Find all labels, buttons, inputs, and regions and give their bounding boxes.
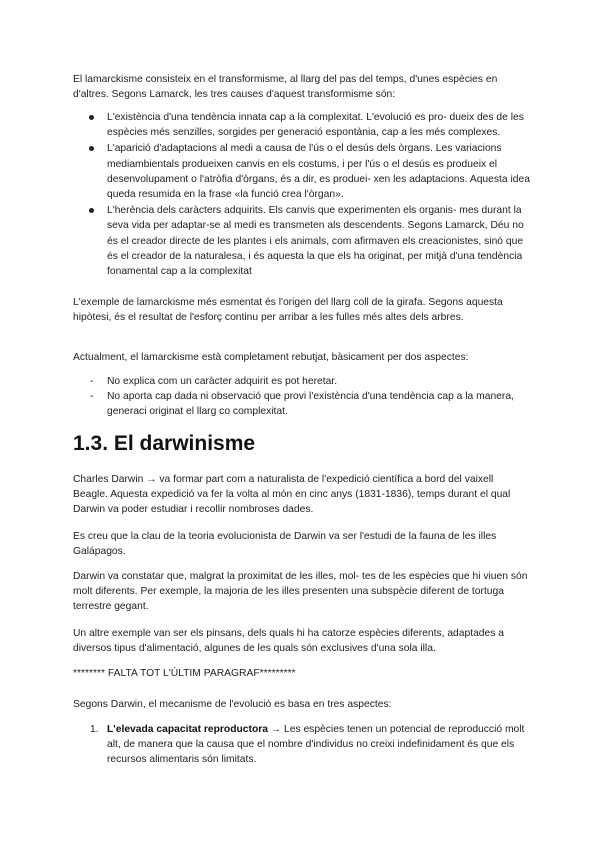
list-item-text: No aporta cap dada ni observació que provi l'existència d'una tendència cap a la manera, generaci originat el llarg co complexitat. — [107, 391, 514, 418]
bullet-icon — [89, 146, 94, 151]
lamarckism-intro-paragraph: El lamarckisme consisteix en el transformisme, al llarg del pas del temps, d'unes espècies en d'altres. Segons Lamarck, les tres causes d'aquest transformisme són: — [73, 74, 498, 101]
finches-paragraph: Un altre exemple van ser els pinsans, dels quals hi ha catorze espècies diferents, adaptades a diversos tipus d'alimentació, algunes de les quals són exclusives d'una sola illa. — [73, 628, 505, 655]
list-item — [73, 722, 533, 768]
list-item-text: No explica com un caràcter adquirit es pot heretar. — [107, 376, 338, 387]
list-item-title: L'elevada capacitat reproductora → — [107, 724, 282, 735]
dash-marker: - — [90, 376, 94, 387]
rejected-intro-paragraph: Actualment, el lamarckisme està completament rebutjat, bàsicament per dos aspectes: — [73, 352, 469, 363]
section-heading: 1.3. El darwinisme — [73, 432, 256, 455]
list-item-text: Les espècies tenen un potencial de reproducció molt alt, de manera que la causa que el nombre d'individus no creixi indefinidament és que els recursos alimentaris són limitats. — [107, 724, 525, 766]
list-item-text: L'existència d'una tendència innata cap a la complexitat. L'evolució es pro- dueix des de les espècies més senzilles, sorgides per generació espontània, cap a les més complexes. — [107, 112, 524, 139]
darwin-beagle-paragraph: Charles Darwin → va formar part com a naturalista de l'expedició científica a bord del vaixell Beagle. Aquesta expedició va fer la volta al món en cinc anys (1831-1836), temps durant el qual Darwin va poder estudiar i recollir nombroses dades. — [73, 474, 511, 516]
list-item — [73, 389, 533, 419]
rejected-points-list — [73, 374, 533, 420]
giraffe-example-paragraph: L'exemple de lamarckisme més esmentat és l'origen del llarg coll de la girafa. Segons aquesta hipòtesi, és el resultat de l'esforç continu per arribar a les fulles més altes dels arbres. — [73, 297, 503, 324]
list-item-text: L'aparició d'adaptacions al medi a causa de l'ús o el desús dels òrgans. Les variacions mediambientals produeixen canvis en els costums, i per l'ús o el desús es produeix el desenvolupament o l'atròfia d'òrgans, és a dir, es produei- xen les adaptacions. Aquesta idea queda resumida en la frase «la funció crea l'òrgan». — [107, 143, 530, 201]
missing-paragraph-note: ******** FALTA TOT L'ÚLTIM PARAGRAF********* — [73, 668, 296, 679]
mechanism-intro-paragraph: Segons Darwin, el mecanisme de l'evolució es basa en tres aspectes: — [73, 699, 392, 710]
islands-species-paragraph: Darwin va constatar que, malgrat la proximitat de les illes, mol- tes de les espècies que hi viuen són molt diferents. Per exemple, la majoria de les illes presenten una subspècie diferent de tortuga terrestre gegant. — [73, 571, 528, 613]
bullet-icon — [89, 115, 94, 120]
galapagos-paragraph: Es creu que la clau de la teoria evolucionista de Darwin va ser l'estudi de la fauna de les illes Galápagos. — [73, 531, 497, 558]
list-item — [73, 141, 533, 202]
list-item — [73, 110, 533, 140]
list-number: 1. — [90, 724, 99, 735]
list-item — [73, 203, 533, 279]
mechanism-list — [73, 722, 533, 768]
lamarck-causes-list — [73, 110, 533, 279]
bullet-icon — [89, 208, 94, 213]
list-item-text: L'herència dels caràcters adquirits. Els canvis que experimenten els organis- mes durant la seva vida per adaptar-se al medi es transmeten als descendents. Segons Lamarck, Déu no és el creador directe de les plantes i els animals, com afirmaven els creacionistes, sinó que és el creador de la naturalesa, i és aquesta la que els ha originat, per mitjà d'una tendència fonamental cap a la complexitat — [107, 205, 524, 278]
dash-marker: - — [90, 391, 94, 403]
list-item — [73, 374, 533, 389]
